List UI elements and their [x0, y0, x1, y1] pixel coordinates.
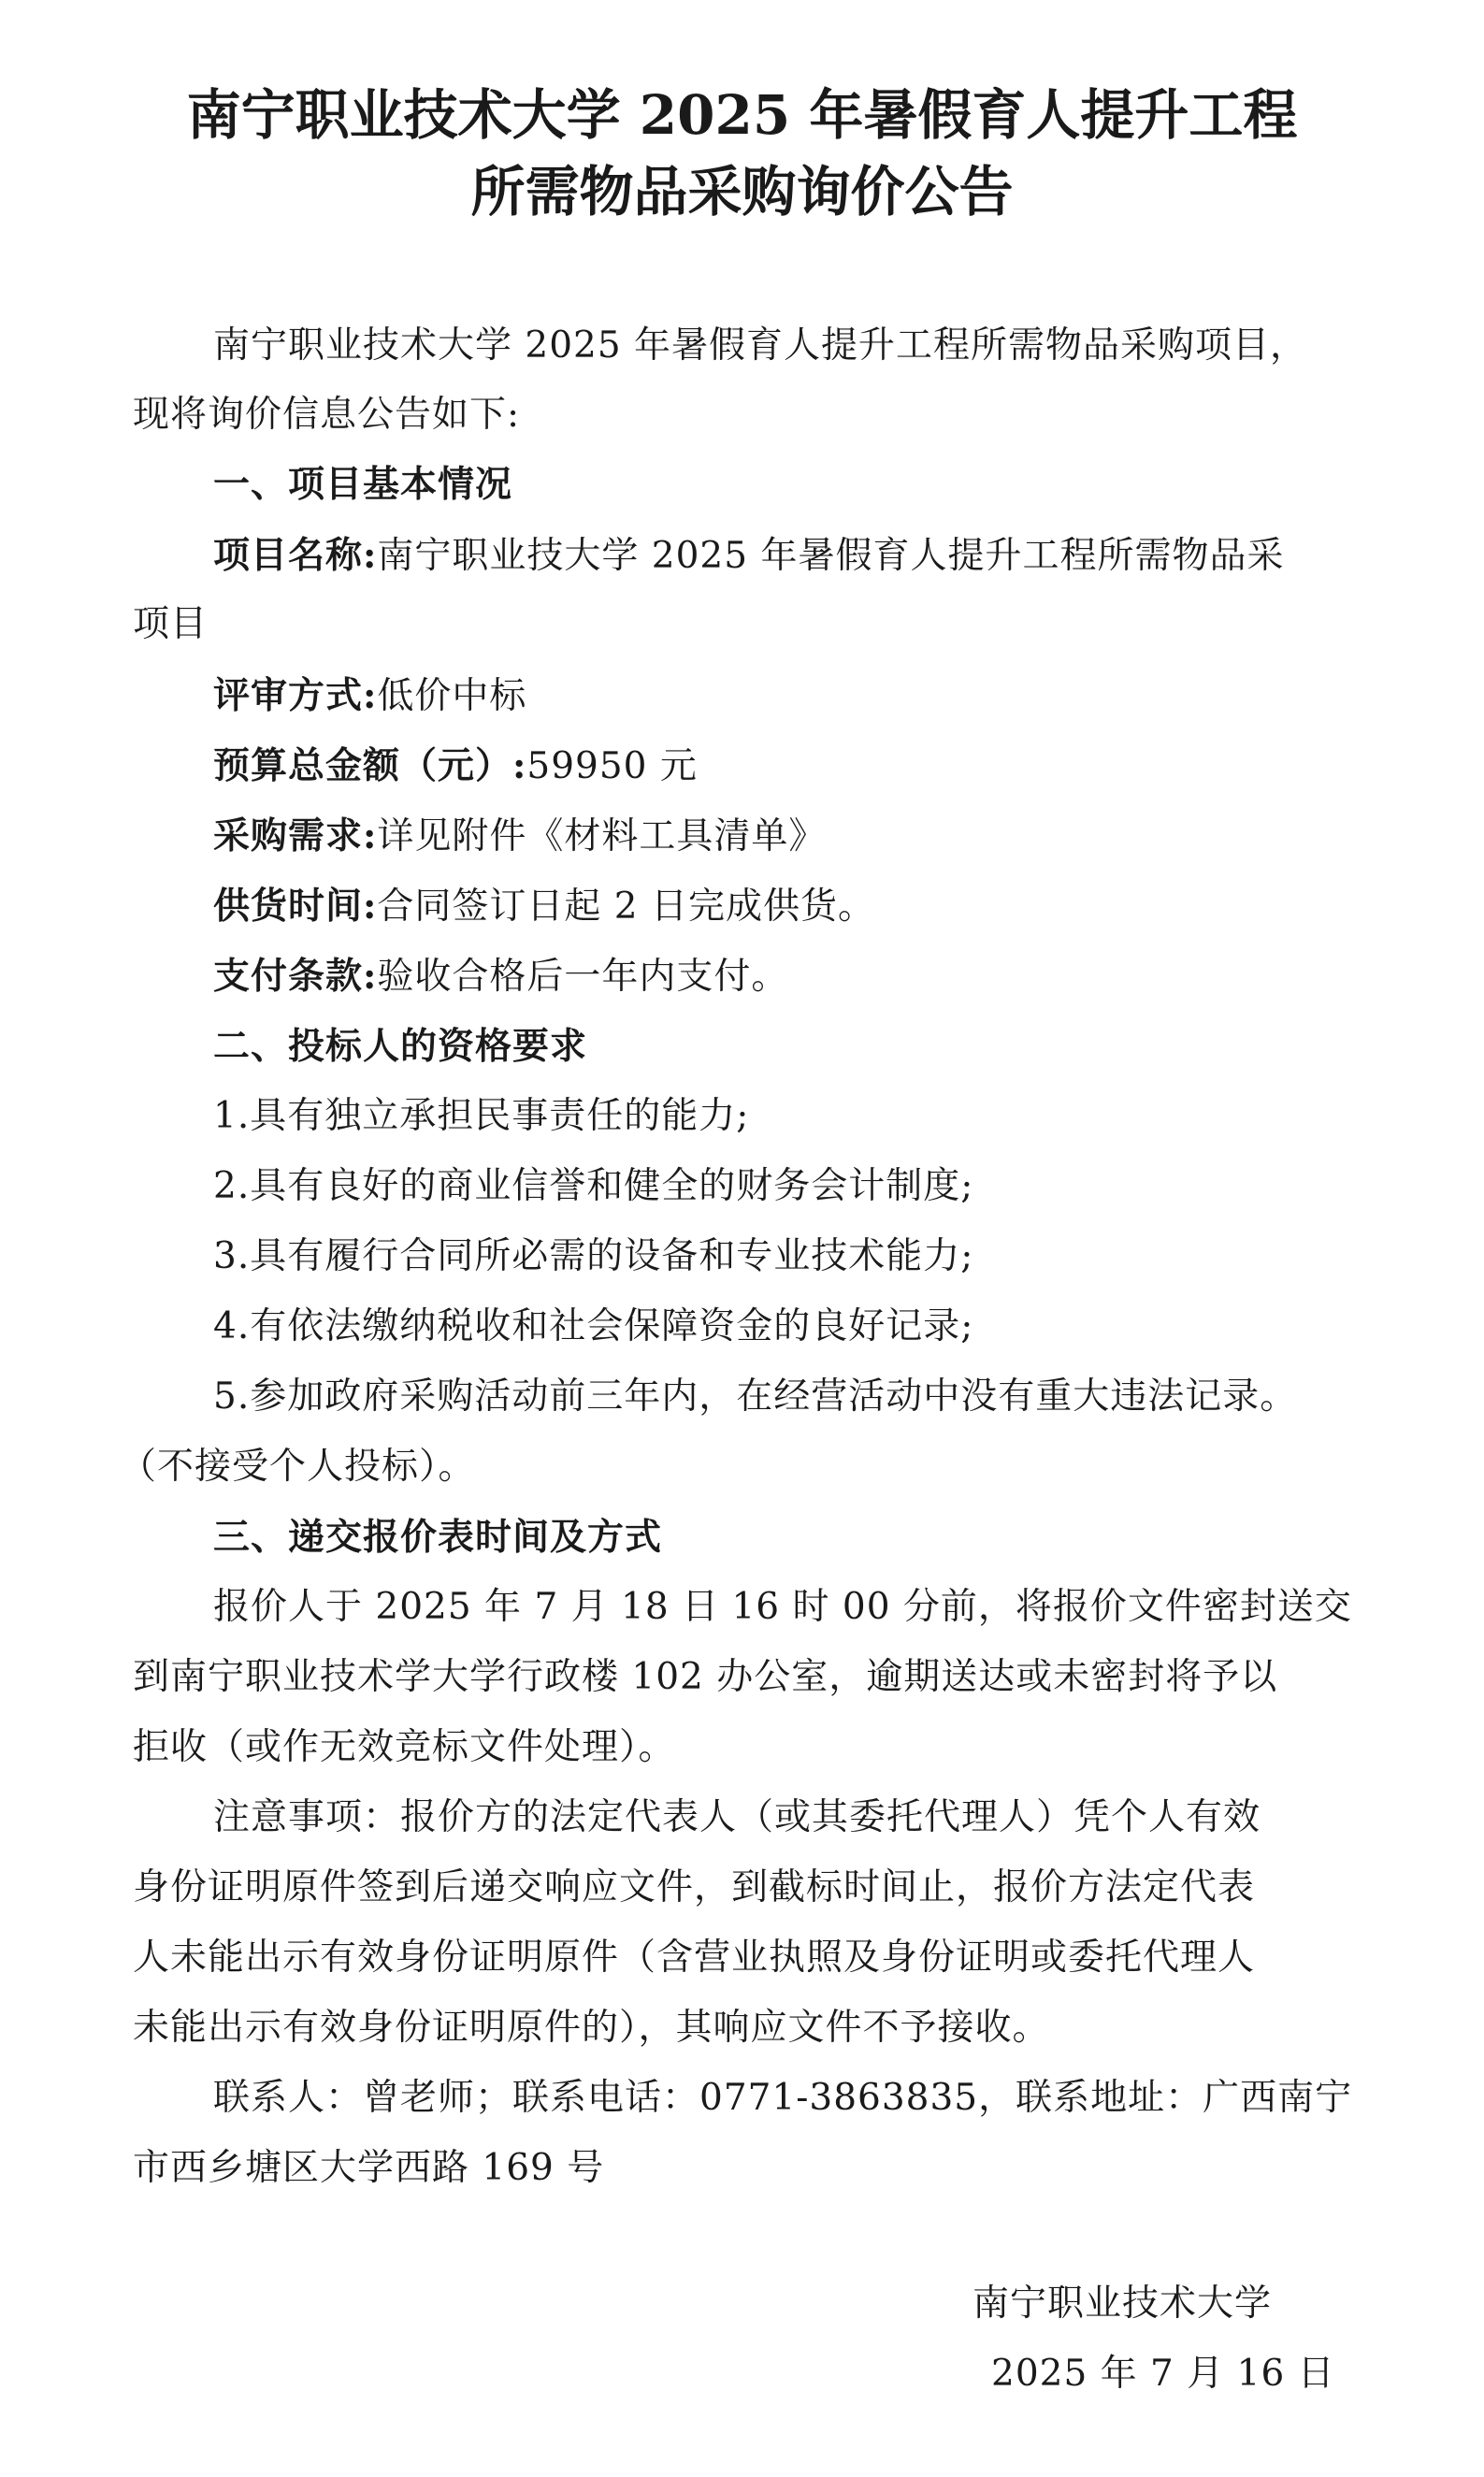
notice-line-2: 身份证明原件签到后递交响应文件，到截标时间止，报价方法定代表	[133, 1866, 1256, 1908]
budget-value: 59950 元	[526, 745, 698, 787]
delivery-value: 合同签订日起 2 日完成供货。	[377, 886, 876, 928]
qualification-item: 5.参加政府采购活动前三年内，在经营活动中没有重大违法记录。	[213, 1375, 1298, 1418]
payment-label: 支付条款:	[213, 955, 378, 998]
review-row	[213, 671, 526, 721]
intro-line-2: 现将询价信息公告如下:	[133, 394, 521, 436]
project-name-row	[213, 531, 1284, 581]
submission-line-1: 报价人于 2025 年 7 月 18 日 16 时 00 分前，将报价文件密封送交	[213, 1586, 1352, 1628]
title-line-1: 南宁职业技术大学 2025 年暑假育人提升工程	[186, 83, 1298, 147]
submission-line-3: 拒收（或作无效竞标文件处理）。	[133, 1726, 676, 1768]
demand-value: 详见附件《材料工具清单》	[377, 815, 827, 857]
contact-line-1: 联系人：曾老师；联系电话：0771-3863835，联系地址：广西南宁	[213, 2077, 1353, 2119]
title-line-2: 所需物品采购询价公告	[470, 160, 1014, 223]
qualification-item: 4.有依法缴纳税收和社会保障资金的良好记录;	[213, 1305, 974, 1347]
signature-date: 2025 年 7 月 16 日	[991, 2353, 1335, 2395]
budget-label: 预算总金额（元）:	[213, 744, 527, 787]
notice-line-1: 注意事项：报价方的法定代表人（或其委托代理人）凭个人有效	[213, 1796, 1261, 1838]
submission-line-2: 到南宁职业技术学大学行政楼 102 办公室，逾期送达或未密封将予以	[133, 1656, 1278, 1698]
project-name-cont: 项目	[133, 603, 209, 645]
qualification-note: （不接受个人投标）。	[120, 1446, 476, 1488]
project-name-label: 项目名称:	[213, 534, 378, 577]
payment-value: 验收合格后一年内支付。	[377, 956, 789, 998]
delivery-label: 供货时间:	[213, 885, 378, 928]
review-value: 低价中标	[377, 675, 527, 717]
qualification-item: 3.具有履行合同所必需的设备和专业技术能力;	[213, 1235, 974, 1277]
delivery-row	[213, 882, 875, 931]
notice-line-4: 未能出示有效身份证明原件的），其响应文件不予接收。	[133, 2007, 1050, 2049]
qualification-item: 2.具有良好的商业信誉和健全的财务会计制度;	[213, 1165, 974, 1207]
notice-line-3: 人未能出示有效身份证明原件（含营业执照及身份证明或委托代理人	[133, 1937, 1256, 1979]
demand-label: 采购需求:	[213, 814, 378, 857]
review-label: 评审方式:	[213, 674, 378, 717]
budget-row	[213, 742, 698, 791]
qualification-item: 1.具有独立承担民事责任的能力;	[213, 1095, 750, 1137]
intro-line-1: 南宁职业技术大学 2025 年暑假育人提升工程所需物品采购项目，	[213, 324, 1308, 367]
demand-row	[213, 812, 826, 861]
section1-heading: 一、项目基本情况	[213, 463, 513, 506]
contact-line-2: 市西乡塘区大学西路 169 号	[133, 2147, 605, 2189]
project-name-value: 南宁职业技大学 2025 年暑假育人提升工程所需物品采	[377, 535, 1285, 577]
payment-row	[213, 952, 788, 1001]
section2-heading: 二、投标人的资格要求	[213, 1025, 588, 1068]
section3-heading: 三、递交报价表时间及方式	[213, 1516, 663, 1559]
signature-org: 南宁职业技术大学	[973, 2283, 1273, 2325]
